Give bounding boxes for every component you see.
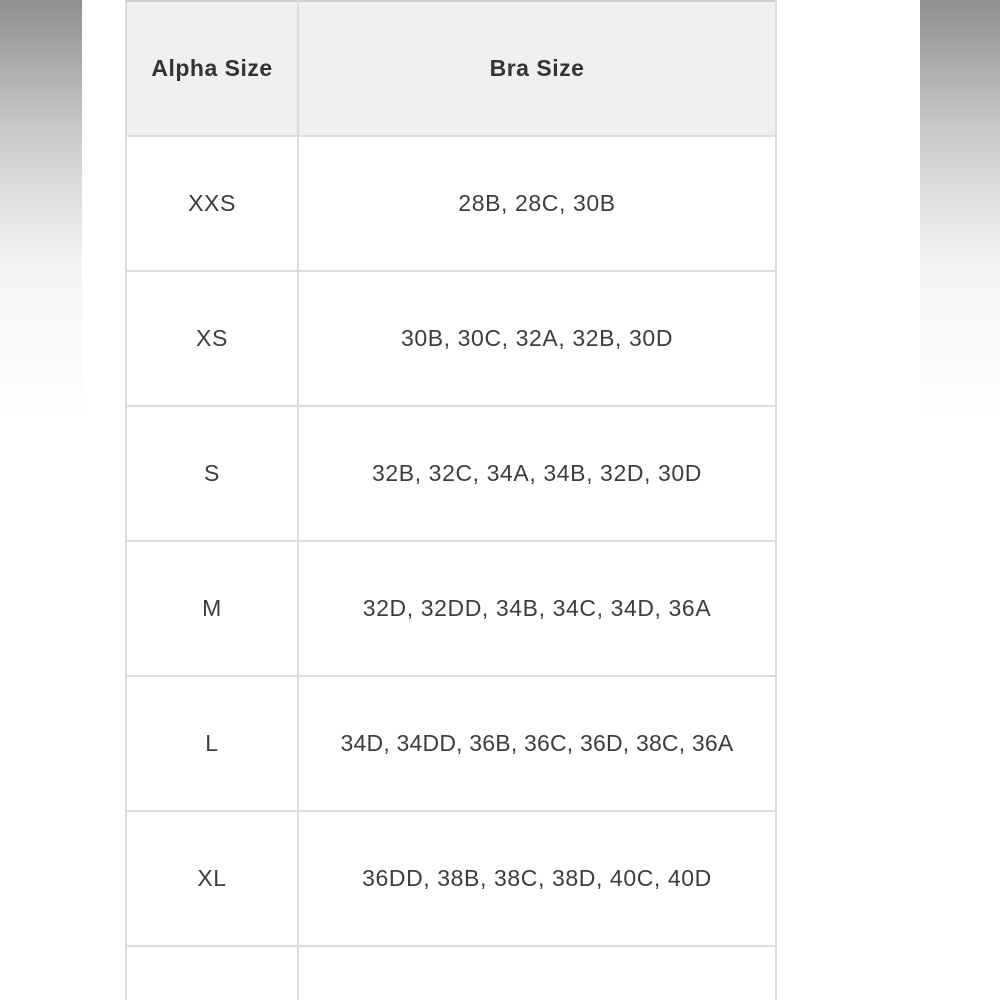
- table-row: [126, 406, 776, 541]
- header-row: [126, 1, 776, 136]
- table-row: [126, 541, 776, 676]
- right-background-strip: [920, 0, 1000, 1000]
- alpha-size-cell: M: [126, 541, 298, 676]
- alpha-size-cell: XS: [126, 271, 298, 406]
- table-row: [126, 676, 776, 811]
- alpha-size-cell: L: [126, 676, 298, 811]
- header-bra-size: Bra Size: [298, 1, 776, 136]
- header-alpha-size: Alpha Size: [126, 1, 298, 136]
- bra-size-cell: 30B, 30C, 32A, 32B, 30D: [298, 271, 776, 406]
- alpha-size-cell: XXS: [126, 136, 298, 271]
- alpha-size-cell: [126, 946, 298, 1000]
- bra-size-cell: [298, 946, 776, 1000]
- bra-size-cell: 28B, 28C, 30B: [298, 136, 776, 271]
- bra-size-cell: 36DD, 38B, 38C, 38D, 40C, 40D: [298, 811, 776, 946]
- bra-size-cell: 32D, 32DD, 34B, 34C, 34D, 36A: [298, 541, 776, 676]
- alpha-size-cell: S: [126, 406, 298, 541]
- table-row-partial: [126, 946, 776, 1000]
- table-header: [126, 1, 776, 136]
- table-row: [126, 136, 776, 271]
- size-chart-table: [125, 0, 777, 1000]
- table-row: [126, 811, 776, 946]
- left-background-strip: [0, 0, 82, 1000]
- bra-size-cell: 34D, 34DD, 36B, 36C, 36D, 38C, 36A: [298, 676, 776, 811]
- alpha-size-cell: XL: [126, 811, 298, 946]
- table-row: [126, 271, 776, 406]
- table-body: [126, 136, 776, 1000]
- bra-size-cell: 32B, 32C, 34A, 34B, 32D, 30D: [298, 406, 776, 541]
